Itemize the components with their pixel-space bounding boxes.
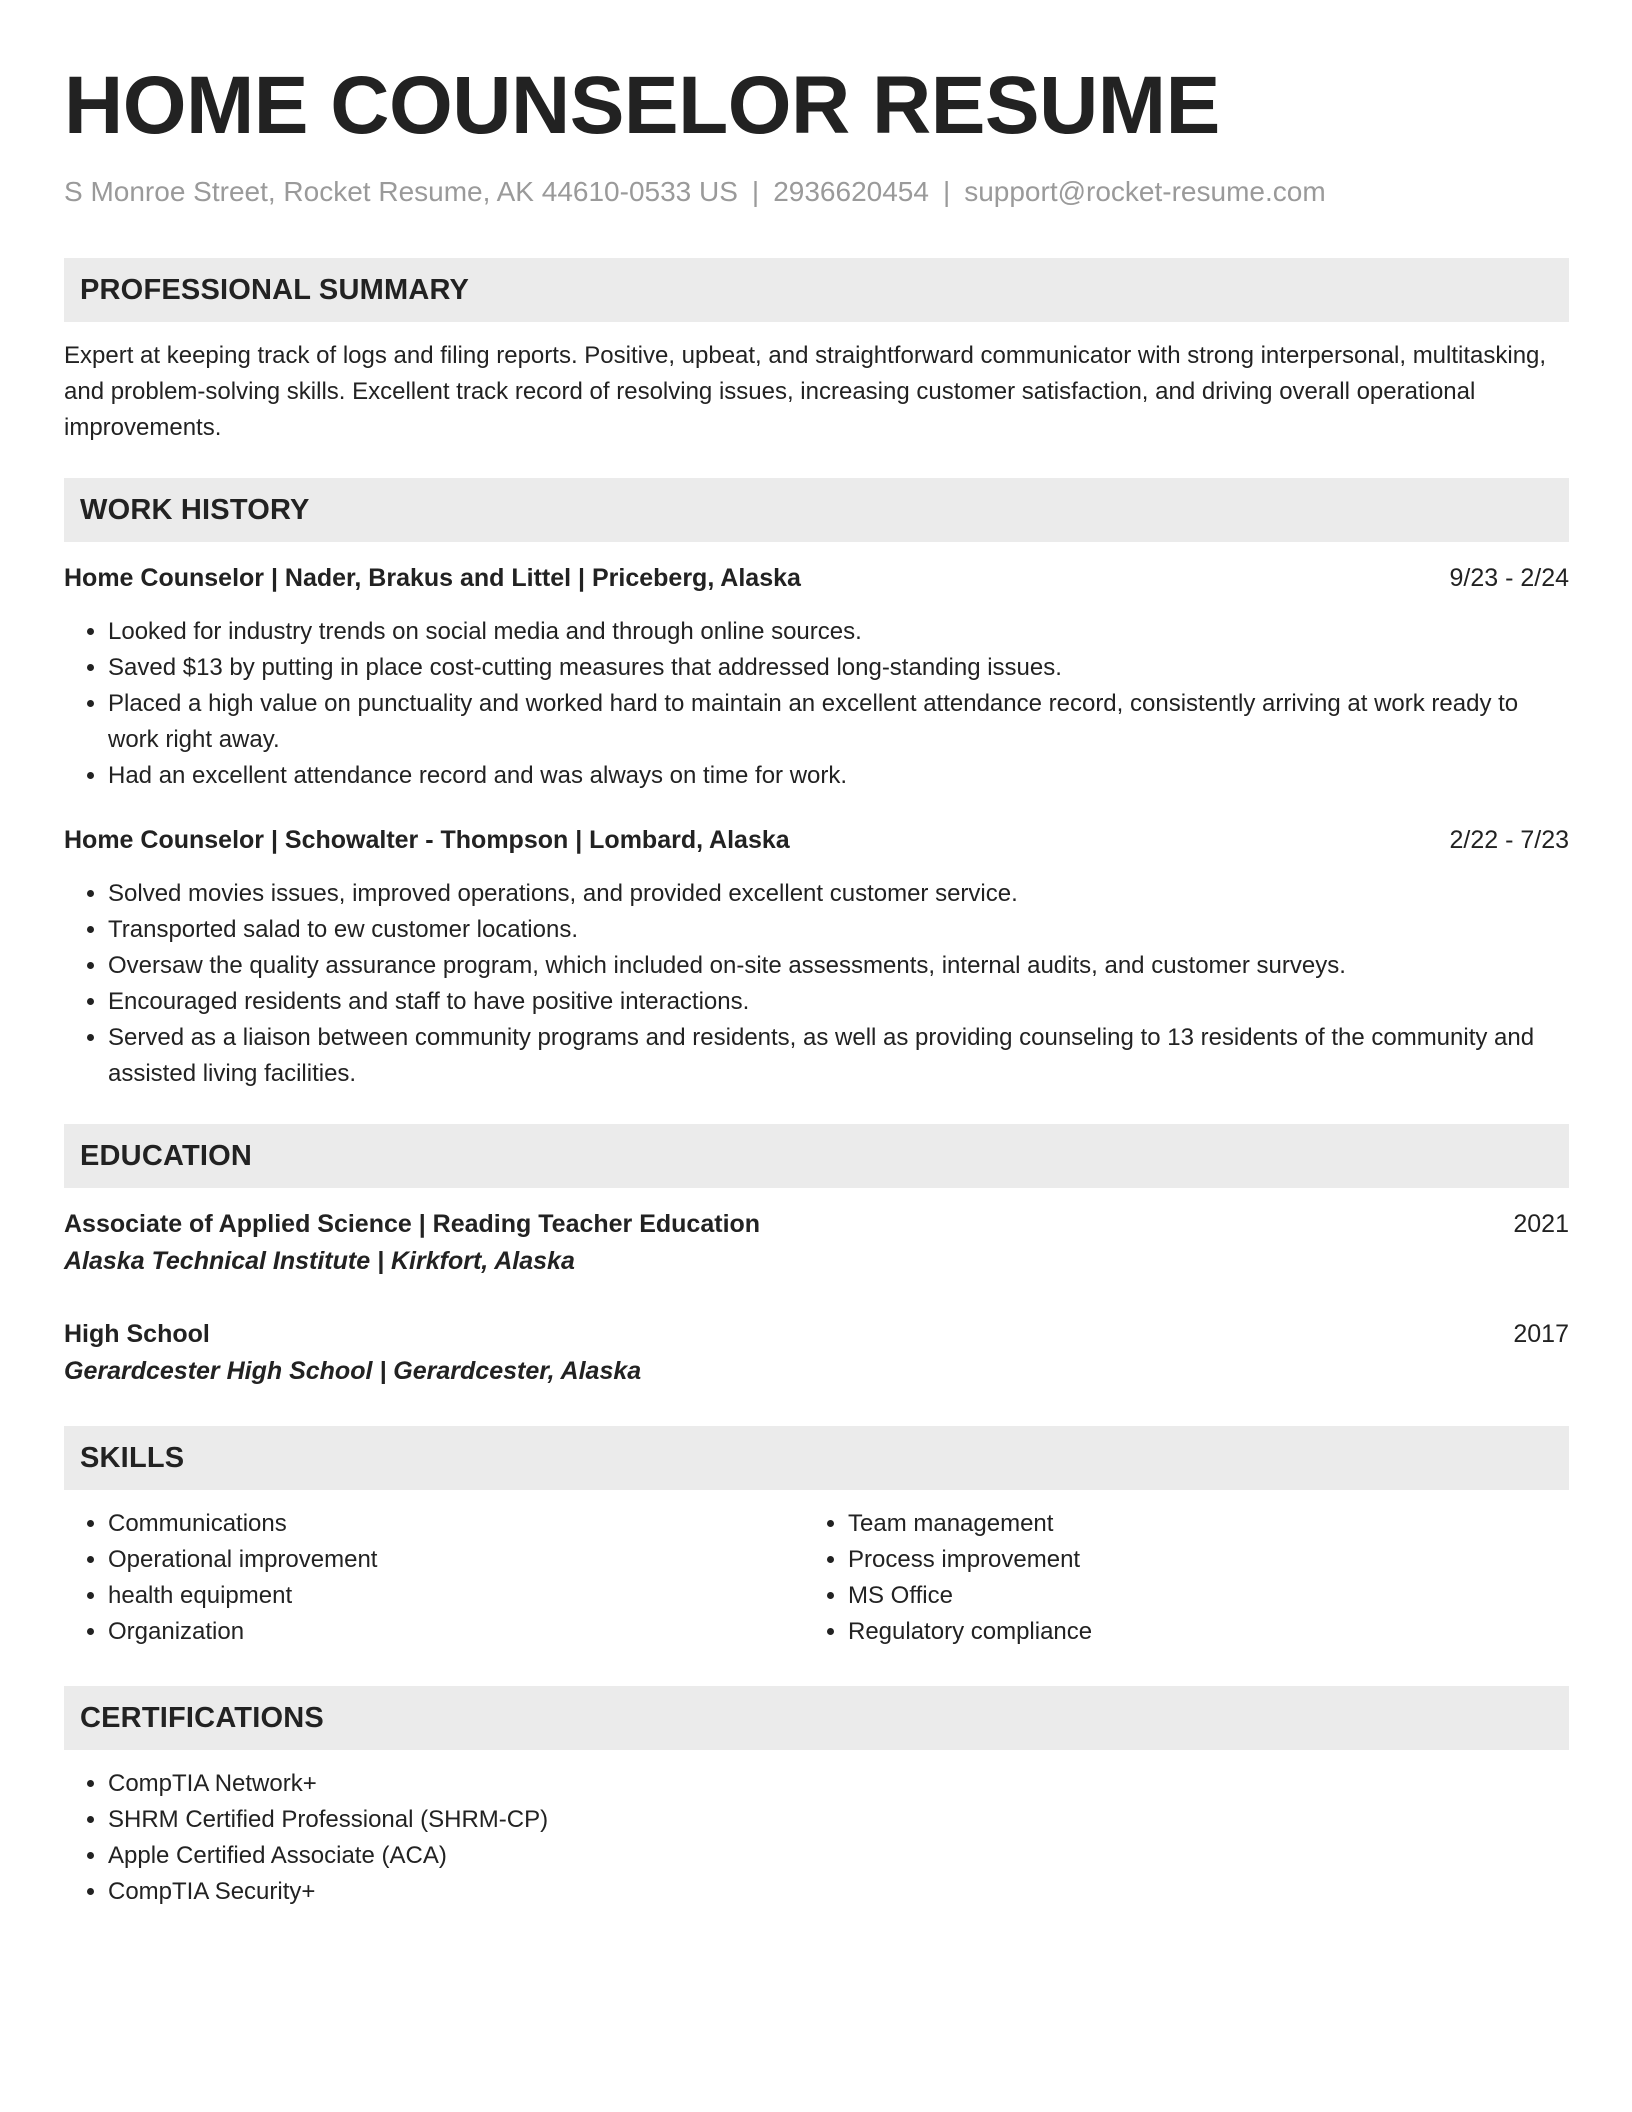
section-header-summary: PROFESSIONAL SUMMARY xyxy=(64,258,1569,322)
summary-text: Expert at keeping track of logs and filing reports. Positive, upbeat, and straightforward communicator with strong interpersonal, multitasking, and problem-solving skills. Excellent track record of resolving issues, increasing customer satisfaction, and driving overall operational improvements. xyxy=(64,342,1547,441)
job-entry xyxy=(64,560,1569,794)
skills-columns xyxy=(64,1506,1569,1650)
education-school: Alaska Technical Institute | Kirkfort, Alaska xyxy=(64,1247,575,1275)
education-school: Gerardcester High School | Gerardcester, Alaska xyxy=(64,1357,642,1385)
section-header-skills: SKILLS xyxy=(64,1426,1569,1490)
certification-item: • CompTIA Security+ xyxy=(108,1874,1569,1910)
job-entry xyxy=(64,822,1569,1092)
skill-item: • Communications xyxy=(108,1506,804,1542)
education-year: 2017 xyxy=(1513,1320,1569,1348)
job-header xyxy=(64,560,1569,596)
job-bullet: • Transported salad to ew customer locations. xyxy=(108,912,1569,948)
certification-item: • SHRM Certified Professional (SHRM-CP) xyxy=(108,1802,1569,1838)
skill-item: • Process improvement xyxy=(848,1542,1544,1578)
education-header xyxy=(64,1206,1569,1242)
skills-list-left xyxy=(64,1506,804,1650)
contact-address: S Monroe Street, Rocket Resume, AK 44610-0533 US xyxy=(64,176,738,207)
certification-item: • CompTIA Network+ xyxy=(108,1766,1569,1802)
certification-item: • Apple Certified Associate (ACA) xyxy=(108,1838,1569,1874)
skill-item: • Organization xyxy=(108,1614,804,1650)
job-bullet: • Oversaw the quality assurance program, which included on-site assessments, internal audits, and customer surveys. xyxy=(108,948,1569,984)
job-dates: 9/23 - 2/24 xyxy=(1449,564,1569,592)
job-title: Home Counselor | Nader, Brakus and Littel | Priceberg, Alaska xyxy=(64,564,801,592)
job-bullet: • Saved $13 by putting in place cost-cutting measures that addressed long-standing issues. xyxy=(108,650,1569,686)
job-dates: 2/22 - 7/23 xyxy=(1449,826,1569,854)
education-degree: High School xyxy=(64,1320,210,1348)
education-entry xyxy=(64,1206,1569,1280)
education-header xyxy=(64,1316,1569,1352)
section-header-work-history: WORK HISTORY xyxy=(64,478,1569,542)
job-bullet: • Encouraged residents and staff to have positive interactions. xyxy=(108,984,1569,1020)
contact-phone: 2936620454 xyxy=(773,176,929,207)
job-bullet: • Served as a liaison between community programs and residents, as well as providing counseling to 13 residents of the community and assisted living facilities. xyxy=(108,1020,1569,1092)
contact-separator: | xyxy=(942,176,951,207)
skill-item: • health equipment xyxy=(108,1578,804,1614)
job-bullets xyxy=(64,876,1569,1092)
job-title: Home Counselor | Schowalter - Thompson | Lombard, Alaska xyxy=(64,826,790,854)
section-header-education: EDUCATION xyxy=(64,1124,1569,1188)
section-header-certifications: CERTIFICATIONS xyxy=(64,1686,1569,1750)
education-year: 2021 xyxy=(1513,1210,1569,1238)
resume-title: HOME COUNSELOR RESUME xyxy=(64,60,1220,151)
skills-list-right xyxy=(804,1506,1544,1650)
job-header xyxy=(64,822,1569,858)
job-bullet: • Looked for industry trends on social media and through online sources. xyxy=(108,614,1569,650)
skill-item: • MS Office xyxy=(848,1578,1544,1614)
skill-item: • Regulatory compliance xyxy=(848,1614,1544,1650)
contact-email: support@rocket-resume.com xyxy=(964,176,1326,207)
job-bullet: • Placed a high value on punctuality and worked hard to maintain an excellent attendance record, consistently arriving at work ready to work right away. xyxy=(108,686,1569,758)
contact-line xyxy=(64,174,1569,210)
education-degree: Associate of Applied Science | Reading Teacher Education xyxy=(64,1210,761,1238)
contact-separator: | xyxy=(751,176,760,207)
skill-item: • Operational improvement xyxy=(108,1542,804,1578)
skill-item: • Team management xyxy=(848,1506,1544,1542)
job-bullet: • Solved movies issues, improved operations, and provided excellent customer service. xyxy=(108,876,1569,912)
job-bullet: • Had an excellent attendance record and was always on time for work. xyxy=(108,758,1569,794)
education-entry xyxy=(64,1316,1569,1390)
job-bullets xyxy=(64,614,1569,794)
certifications-list xyxy=(64,1766,1569,1910)
